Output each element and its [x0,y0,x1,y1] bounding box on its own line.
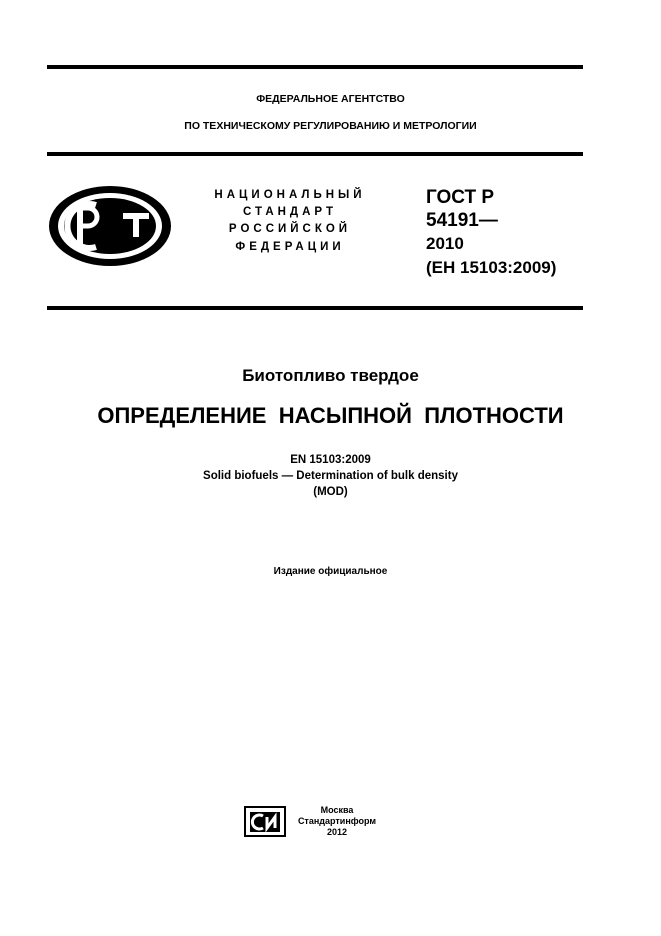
publisher-name: Стандартинформ [297,816,377,826]
designation-line-2: 54191— [426,210,498,231]
header-rule [47,152,583,156]
designation-line-1: ГОСТ Р [426,187,495,208]
publisher-city: Москва [320,805,354,815]
standard-type-line-1: НАЦИОНАЛЬНЫЙ [214,189,366,201]
subject-title: Биотопливо твердое [242,366,419,385]
main-title: ОПРЕДЕЛЕНИЕ НАСЫПНОЙ ПЛОТНОСТИ [97,403,564,428]
edition-label: Издание официальное [273,566,388,577]
reference-english-title: Solid biofuels — Determination of bulk density [203,470,458,482]
bottom-header-rule [47,306,583,310]
standard-type-line-3: РОССИЙСКОЙ [228,223,352,235]
designation-line-3: 2010 [426,234,464,253]
publisher-year: 2012 [326,827,348,837]
reference-modification: (MOD) [313,486,348,498]
standard-type-line-4: ФЕДЕРАЦИИ [235,241,345,253]
agency-line-2: ПО ТЕХНИЧЕСКОМУ РЕГУЛИРОВАНИЮ И МЕТРОЛОГИИ [184,120,477,132]
standartinform-logo [244,806,288,838]
designation-line-4: (ЕН 15103:2009) [426,258,557,277]
agency-line-1: ФЕДЕРАЛЬНОЕ АГЕНТСТВО [256,93,405,105]
top-rule [47,65,583,69]
gost-r-logo [46,183,174,269]
reference-code: EN 15103:2009 [290,454,371,466]
standard-type-line-2: СТАНДАРТ [243,206,337,218]
